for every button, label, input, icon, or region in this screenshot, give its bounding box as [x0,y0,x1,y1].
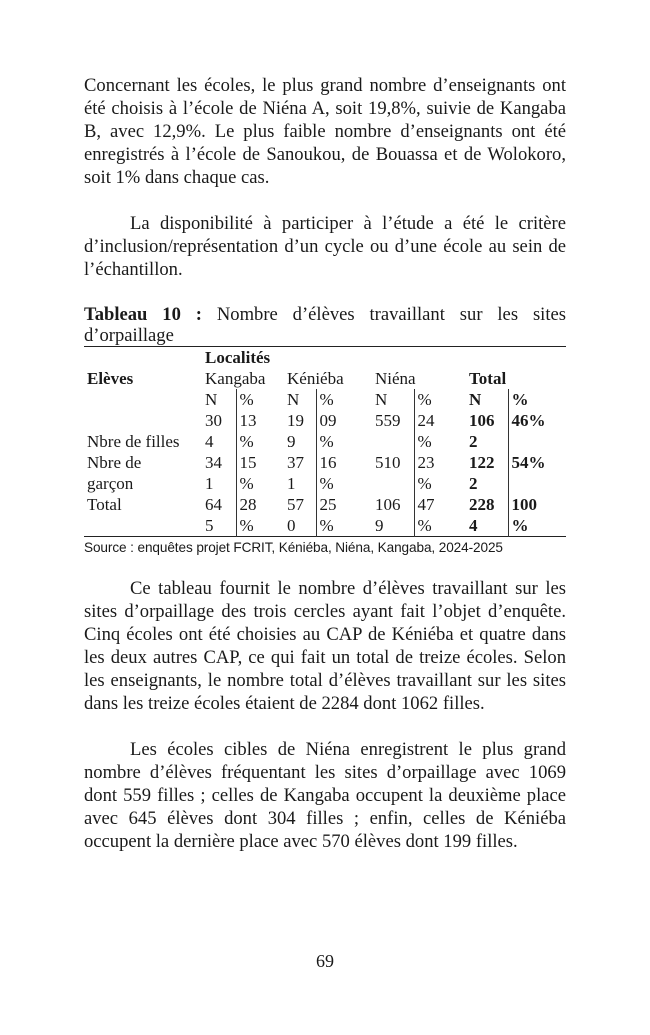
header-knieba: Kéniéba [287,369,344,388]
table-cell: 37 [287,453,304,472]
table-cell: 19 [287,411,304,430]
table-row [84,452,566,473]
table-cell: % [236,473,284,494]
table-cell: 1 [287,474,296,493]
row-label: Total [87,495,122,514]
paragraph-1: Concernant les écoles, le plus grand nombre d’enseignants ont été choisis à l’école de Niéna A, soit 19,8%, suivie de Kangaba B, avec 12,9%. Le plus faible nombre d’enseignants ont été enregistrés à l’école de Sanoukou, de Bouassa et de Wolokoro, soit 1% dans chaque cas. [84,75,566,188]
table-cell: 16 [316,452,372,473]
row-label [84,515,202,537]
subheader-cell: N [287,390,300,409]
document-page [84,74,566,853]
table-cell: 64 [205,495,222,514]
subheader-cell: % [414,389,466,410]
header-kangaba: Kangaba [205,369,266,388]
table-cell: 122 [469,453,495,472]
table-cell [508,431,566,452]
table-cell: 28 [236,494,284,515]
table-cell: 100 [508,494,566,515]
header-niena: Niéna [375,369,416,388]
table-cell [372,431,414,452]
table-cell: 4 [469,516,478,535]
table-row [84,431,566,452]
table-cell: 54% [508,452,566,473]
table-cell: 34 [205,453,222,472]
row-label [84,410,202,431]
subheader-cell: % [236,389,284,410]
table-cell: 09 [316,410,372,431]
table-cell: 9 [287,432,296,451]
table-cell: 23 [414,452,466,473]
table-cell: % [414,431,466,452]
table-cell: % [316,473,372,494]
table-cell: % [236,431,284,452]
paragraph-2: La disponibilité à participer à l’étude a été le critère d’inclusion/représentation d’un cycle ou d’une école au sein de l’échantillon. [84,213,566,280]
page-number: 69 [316,951,334,971]
paragraph-4: Les écoles cibles de Niéna enregistrent le plus grand nombre d’élèves fréquentant les sites d’orpaillage avec 1069 dont 559 filles ; celles de Kangaba occupent la deuxième place avec 645 élèves dont 304 filles ; enfin, celles de Kéniéba occupent la dernière place avec 570 élèves dont 199 filles. [84,739,566,852]
table-caption-text: Nombre d’élèves travaillant sur les sites d’orpaillage [84,304,566,346]
table-cell: 57 [287,495,304,514]
table-cell: 47 [414,494,466,515]
table-cell: 30 [205,411,222,430]
row-label: Nbre de [87,453,142,472]
table-header-row-places [84,368,566,389]
table-row [84,473,566,494]
table-cell: % [414,515,466,537]
table-cell: 106 [375,495,401,514]
table-caption-label: Tableau 10 : [84,304,202,325]
table-cell: 559 [375,411,401,430]
table-row [84,494,566,515]
table-cell: 24 [414,410,466,431]
subheader-cell: % [316,389,372,410]
table-cell: % [508,515,566,537]
table-cell: 1 [205,474,214,493]
table-cell: % [316,431,372,452]
subheader-cell: N [205,390,218,409]
table-10 [84,346,566,537]
table-cell: 2 [469,432,478,451]
table-source: Source : enquêtes projet FCRIT, Kéniéba, Niéna, Kangaba, 2024-2025 [84,540,503,555]
table-cell: 2 [469,474,478,493]
table-cell: 9 [375,516,384,535]
table-cell: 106 [469,411,495,430]
header-localites: Localités [205,348,271,367]
table-header-row-localites [84,347,566,369]
table-cell: 25 [316,494,372,515]
subheader-cell: % [508,389,566,410]
table-cell: 4 [205,432,214,451]
table-cell: % [316,515,372,537]
header-eleves: Elèves [87,369,134,388]
table-cell [508,473,566,494]
table-cell: 15 [236,452,284,473]
table-cell: 228 [469,495,495,514]
table-cell: 510 [375,453,401,472]
subheader-cell: N [375,390,388,409]
table-row [84,410,566,431]
table-cell: % [414,473,466,494]
table-subheader-row [84,389,566,410]
paragraph-3: Ce tableau fournit le nombre d’élèves travaillant sur les sites d’orpaillage des trois cercles ayant fait l’objet d’enquête. Cinq écoles ont été choisies au CAP de Kéniéba et quatre dans les deux autres CAP, ce qui fait un total de treize écoles. Selon les enseignants, le nombre total d’élèves travaillant sur les sites dans les treize écoles étaient de 2284 dont 1062 filles. [84,578,566,714]
table-cell: 5 [205,516,214,535]
table-row [84,515,566,537]
table-cell: 46% [508,410,566,431]
row-label: Nbre de filles [87,432,180,451]
table-cell: 13 [236,410,284,431]
table-cell: % [236,515,284,537]
subheader-cell: N [469,390,482,409]
table-caption [84,304,566,346]
row-label: garçon [87,474,134,493]
table-cell [372,473,414,494]
table-cell: 0 [287,516,296,535]
header-total: Total [469,369,507,388]
